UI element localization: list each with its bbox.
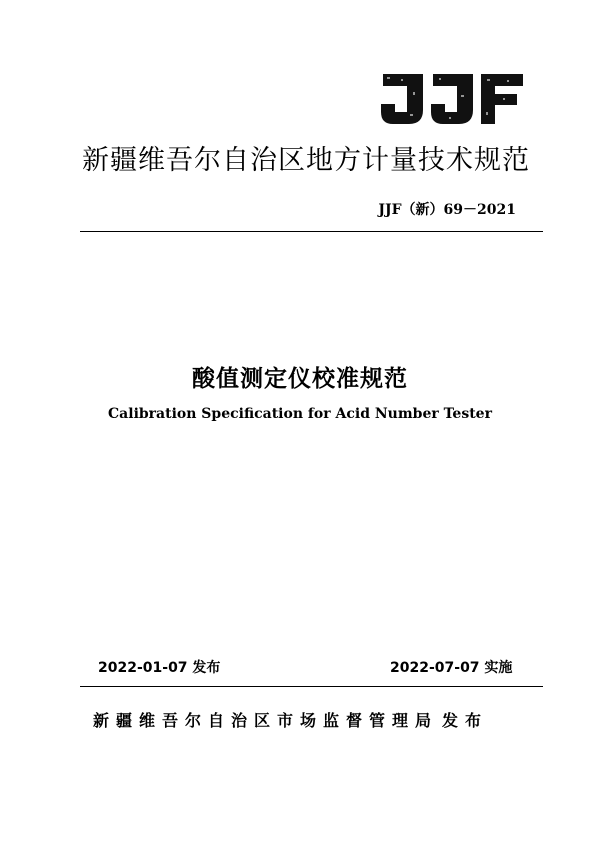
- document-subtitle: Calibration Specification for Acid Number Tester: [108, 406, 492, 422]
- implementation-date: 2022-07-07 实施: [390, 660, 513, 676]
- jjf-logo-icon: [379, 70, 525, 128]
- standard-code: JJF（新）69－2021: [378, 202, 516, 218]
- top-divider: [80, 231, 543, 232]
- publisher-line: [93, 708, 488, 731]
- bottom-divider: [80, 686, 543, 687]
- document-title: 酸值测定仪校准规范: [192, 366, 408, 392]
- publisher-name: 新疆维吾尔自治区市场监督管理局: [93, 711, 439, 730]
- issue-date: 2022-01-07 发布: [98, 660, 221, 676]
- issuer-title: 新疆维吾尔自治区地方计量技术规范: [82, 145, 530, 176]
- publisher-action: 发布: [442, 711, 489, 730]
